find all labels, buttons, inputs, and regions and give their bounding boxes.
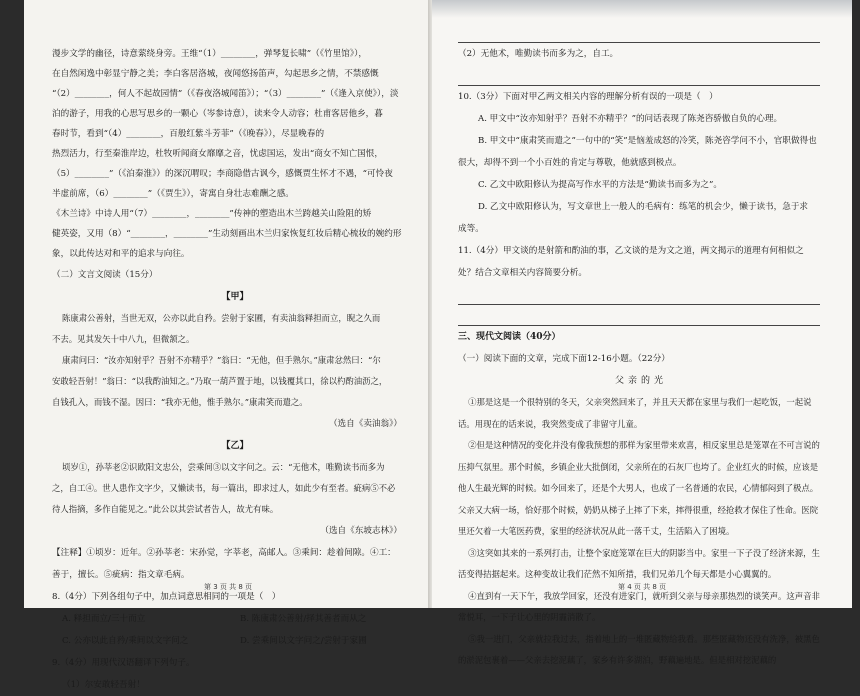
option-b: B. 陈康肃公善射/择其善者而从之	[240, 614, 367, 624]
question-8-options	[52, 608, 418, 652]
option-b-cont: 很大，却得不到一个小百姓的肯定与尊敬，他就感到极点。	[458, 158, 682, 168]
passage-yi	[52, 457, 418, 520]
essay-paragraph: ①那是这是一个很特别的冬天，父亲突然回来了，并且天天都在家里与我们一起吃饭，一起说话。用现在的话来说，我突然变成了非留守儿童。	[458, 397, 812, 429]
poem-line: 象，以此传达对和平的追求与向往。	[52, 249, 190, 259]
passage-line: 康肃问曰：“汝亦知射乎？吾射不亦精乎？”翁曰：“无他，但手熟尔。”康肃忿然曰：“尔	[62, 355, 381, 365]
poem-line: 在自然闲逸中彰显宁静之美；李白客居洛城，夜闻悠扬笛声，勾起思乡之情，不禁感慨	[52, 69, 379, 79]
poem-line: 《木兰诗》中诗人用“（7）________，________”传神的塑造出木兰跨越关山险阻的矫	[52, 209, 372, 219]
answer-line[interactable]	[458, 305, 820, 326]
question-10-options	[458, 108, 824, 240]
section-title-classical: （二）文言文阅读（15分）	[52, 270, 158, 280]
question-11-stem-cont: 处？结合文章相关内容简要分析。	[458, 268, 587, 278]
page-shadow	[432, 0, 852, 18]
answer-line[interactable]	[458, 22, 820, 43]
essay-title: 父亲的光	[614, 376, 667, 386]
poem-line: 半虚前席，（6）________”（《贾生》），寄寓自身壮志难酬之感。	[52, 189, 294, 199]
annotation-line: 善于，擅长。⑤疵病：指文章毛病。	[52, 570, 190, 580]
question-10-stem: 10.（3分）下面对甲乙两文相关内容的理解分析有误的一项是（ ）	[458, 92, 718, 102]
question-9-item-2: （2）无他术，唯勤读书而多为之，自工。	[458, 49, 619, 59]
answer-line[interactable]	[458, 65, 820, 86]
page-footer-left: 第 3 页 共 8 页	[203, 583, 253, 591]
option-c: C. 乙文中欧阳修认为提高写作水平的方法是“勤读书而多为之”。	[478, 180, 722, 190]
question-8-stem: 8.（4分）下列各组句子中，加点词意思相同的一项是（ ）	[52, 592, 281, 602]
essay-paragraph: ⑤我一进门，父亲就拉我过去，指着地上的一堆匿藏物给我看。那些匿藏物还没有洗净，被黑色的淤泥包裹着——父亲去挖泥藕了，家乡有许多湖泊，野藕遍地是。但是相对挖泥藕的	[458, 633, 820, 665]
exam-page-4	[432, 0, 852, 665]
passage-line: 自钱孔入，而钱不湿。因曰：“我亦无他，惟手熟尔。”康肃笑而遣之。	[52, 397, 308, 407]
option-c: C. 公亦以此自矜/乘间以文字问之	[62, 636, 189, 646]
passage-line: 安敢轻吾射！”翁曰：“以我酌油知之。”乃取一葫芦置于地，以钱覆其口，徐以杓酌油沥之，	[52, 376, 388, 386]
option-d: D. 尝乘间以文字问之/尝射于家圃	[240, 636, 367, 646]
poem-line: 漫步文学的幽径，诗意萦绕身旁。王维“（1）________，弹琴复长啸”（《竹里馆》），	[52, 49, 368, 59]
passage-line: 待人指摘，多作自能见之。”此公以其尝试者告人，故尤有味。	[52, 504, 279, 514]
essay-paragraph: ④直到有一天下午，我放学回家，还没有进家门，就听到父亲与母亲那热烈的谈笑声。这声音非常悦耳，一下子让心里的阴霾消散了。	[458, 590, 820, 622]
annotation-line: 【注释】①顷岁：近年。②孙莘老：宋孙觉，字莘老，高邮人。③乘间：趁着间隙。④工：	[52, 548, 396, 558]
answer-line[interactable]	[458, 284, 820, 305]
passage-line: 陈康肃公善射，当世无双，公亦以此自矜。尝射于家圃，有卖油翁释担而立，睨之久而	[62, 313, 381, 323]
passage-yi-source: （选自《东坡志林》）	[320, 526, 402, 536]
essay-paragraph: ③这突如其来的一系列打击，让整个家庭笼罩在巨大的阴影当中。家里一下子没了经济来源，生活变得拮据起来。这种变故让我们茫然不知所措，我们兄弟几个每天都是小心翼翼的。	[458, 547, 820, 579]
passage-jia-label: 【甲】	[221, 292, 249, 302]
section-title-modern: 三、现代文阅读（40分）	[458, 332, 561, 342]
exam-page-3	[24, 0, 432, 690]
option-b: B. 甲文中“康肃笑而遣之”一句中的“笑”是恼羞成怒的冷笑，陈尧咨学问不小，官职做得也	[478, 136, 817, 146]
poem-line: “（2）________，何人不起故园情”（《春夜洛城闻笛》）；“（3）________”（《逢入京使》），淡	[52, 89, 399, 99]
passage-yi-label: 【乙】	[221, 441, 249, 451]
poem-line: 春时节，看到“（4）________，百般红紫斗芳菲”（《晚春》），尽显晚春的	[52, 129, 325, 139]
question-9-item-1: （1）尔安敢轻吾射！	[62, 680, 145, 690]
question-9-stem: 9.（4分）用现代汉语翻译下列句子。	[52, 658, 195, 668]
annotations	[52, 542, 418, 586]
essay-body	[458, 392, 824, 672]
option-a: A. 释担而立/三十而立	[62, 614, 146, 624]
passage-line: 之，自工④。世人患作文字少，又懒读书，每一篇出，即求过人，如此少有至者。疵病⑤不必	[52, 483, 396, 493]
essay-paragraph: ②但是这种情况的变化并没有像我预想的那样为家里带来欢喜，相反家里总是笼罩在不可言说的压抑气氛里。那个时候，乡镇企业大批倒闭，父亲所在的石灰厂也垮了。企业红火的时候，应该是他人生最光辉的时候。如今回来了，还是个大男人，也成了一名普通的农民，心情郁闷到了极点。父亲又大病一场，恰好那个时候，奶奶从梯子上摔了下来，摔得很重，经抢救才保住了性命。医院里还欠着一大笔医药费，家里的经济状况从此一落千丈，生活陷入了困境。	[458, 440, 820, 536]
poem-line: 健英姿，又用（8）“________，________”生动刻画出木兰归家恢复红妆后精心梳妆的婉约形	[52, 229, 402, 239]
passage-jia-source: （选自《卖油翁》）	[328, 419, 402, 429]
question-11-stem: 11.（4分）甲文谈的是射箭和酌油的事，乙文谈的是为文之道，两文揭示的道理有何相似之	[458, 246, 804, 256]
poem-line: （5）________”（《泊秦淮》）的深沉喟叹；李商隐借古讽今，感慨贾生怀才不遇，“可怜夜	[52, 169, 393, 179]
passage-line: 顷岁①，孙莘老②识欧阳文忠公，尝乘间③以文字问之。云：“无他术，唯勤读书而多为	[62, 462, 385, 472]
subsection-title: （一）阅读下面的文章，完成下面12-16小题。（22分）	[458, 354, 670, 364]
option-d-cont: 成等。	[458, 224, 484, 234]
option-a: A. 甲文中“汝亦知射乎？吾射不亦精乎？”的问话表现了陈尧咨骄傲自负的心理。	[478, 114, 783, 124]
page-footer-right: 第 4 页 共 8 页	[617, 583, 667, 591]
poem-line: 热烈活力，行至秦淮岸边，杜牧听闻商女靡靡之音，忧虑国运，发出“商女不知亡国恨，	[52, 149, 383, 159]
passage-line: 不去。见其发矢十中八九，但微颔之。	[52, 334, 195, 344]
option-d: D. 乙文中欧阳修认为，写文章世上一般人的毛病有：练笔的机会少，懒于读书，急于求	[478, 202, 809, 212]
passage-jia	[52, 308, 418, 413]
poem-fill-section	[52, 44, 418, 264]
poem-line: 泊的游子，用我的心思写思乡的一颗心（岑参诗意），读来令人动容；杜甫客居他乡，暮	[52, 109, 383, 119]
